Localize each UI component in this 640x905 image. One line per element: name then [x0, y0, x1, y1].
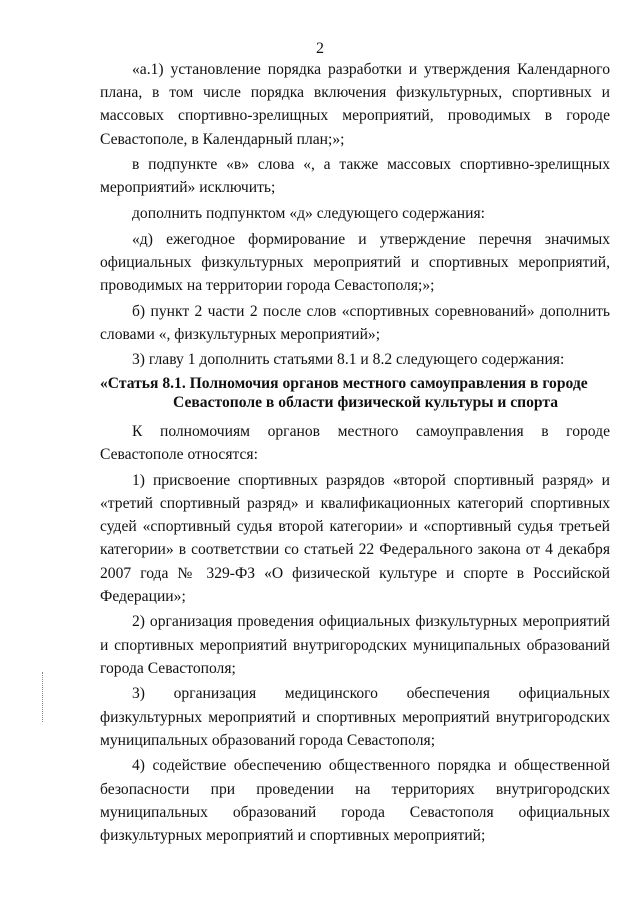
article-heading — [100, 374, 610, 412]
article-intro: К полномочиям органов местного самоуправления в городе Севастополе относятся: — [100, 422, 610, 464]
paragraph-a1: «а.1) установление порядка разработки и утверждения Календарного плана, в том числе порядка включения физкультурных, спортивных и массовых спортивно-зрелищных мероприятий, проводимых в городе Севастополе, в Календарный план;»; — [100, 61, 610, 148]
document-body — [100, 58, 610, 850]
paragraph-add-subpoint-d: дополнить подпунктом «д» следующего содержания: — [132, 205, 485, 222]
article-item-2: 2) организация проведения официальных физкультурных мероприятий и спортивных мероприятий внутригородских муниципальных образований города Севастополя; — [100, 613, 610, 677]
article-heading-line2: Севастополе в области физической культуры и спорта — [173, 393, 559, 411]
paragraph-b: б) пункт 2 части 2 после слов «спортивных соревнований» дополнить словами «, физкультурных мероприятий»; — [100, 302, 610, 343]
article-item-3: 3) организация медицинского обеспечения официальных физкультурных мероприятий и спортивных мероприятий внутригородских муниципальных образований города Севастополя; — [100, 685, 610, 749]
margin-marks — [42, 672, 45, 722]
paragraph-subpoint-v: в подпункте «в» слова «, а также массовых спортивно-зрелищных мероприятий» исключить; — [100, 156, 610, 197]
page-number: 2 — [316, 40, 324, 57]
paragraph-d: «д) ежегодное формирование и утверждение перечня значимых официальных физкультурных мероприятий и спортивных мероприятий, проводимых на территории города Севастополя;»; — [100, 230, 610, 294]
article-item-4: 4) содействие обеспечению общественного порядка и общественной безопасности при проведении на территориях внутригородских муниципальных образований города Севастополя официальных физкультурных мероприятий и спортивных мероприятий; — [100, 757, 610, 844]
article-item-1: 1) присвоение спортивных разрядов «второй спортивный разряд» и «третий спортивный разряд» и квалификационных категорий спортивных судей «спортивный судья второй категории» и «спортивный судья третьей категории» в соответствии со статьей 22 Федерального закона от 4 декабря 2007 года № 329-ФЗ «О физической культуре и спорте в Российской Федерации»; — [100, 471, 610, 605]
paragraph-3: 3) главу 1 дополнить статьями 8.1 и 8.2 следующего содержания: — [132, 351, 565, 369]
article-heading-line1: «Статья 8.1. Полномочия органов местного самоуправления в городе — [100, 374, 588, 392]
